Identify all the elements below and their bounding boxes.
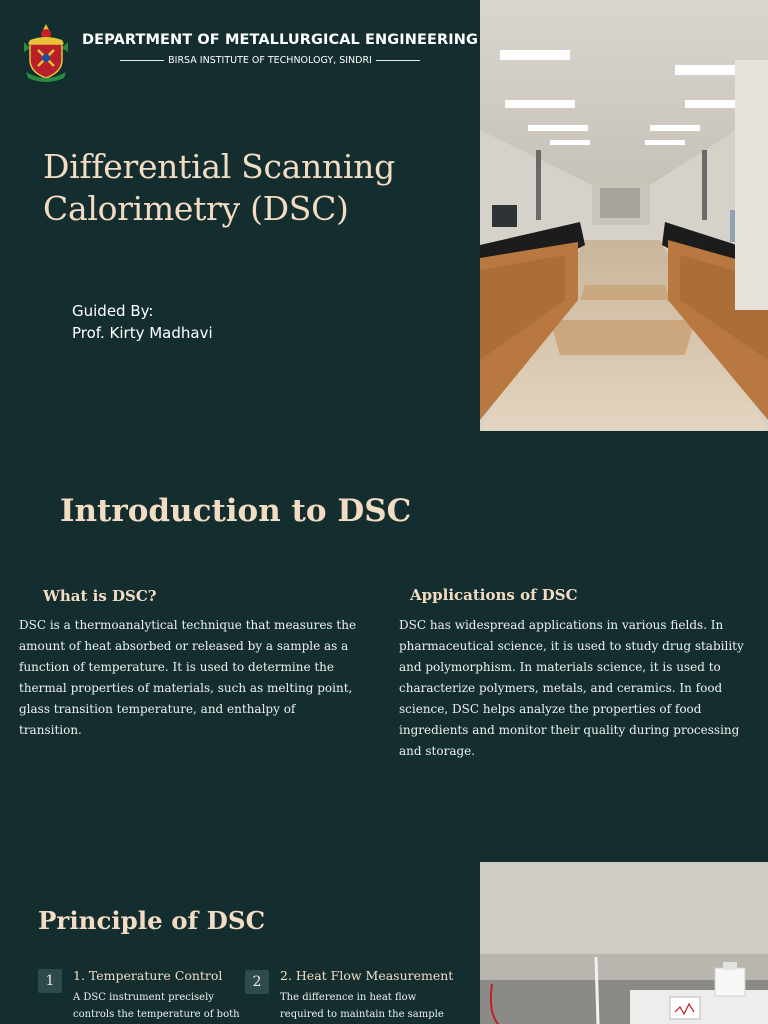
what-is-dsc-heading: What is DSC? — [43, 587, 157, 605]
what-is-dsc-text: DSC is a thermoanalytical technique that measures the amount of heat absorbed or released by a sample as a function of temperature. It is used to determine the thermal properties of materials, such as melting point, glass transition temperature, and enthalpy of transition. — [19, 618, 357, 737]
step-text-line: A DSC instrument precisely — [73, 992, 214, 1003]
title-slide — [0, 0, 768, 431]
guide-name: Prof. Kirty Madhavi — [72, 324, 213, 342]
dsc-instrument-photo — [480, 862, 768, 1024]
step-text — [280, 989, 450, 1023]
institute-row — [120, 53, 420, 67]
introduction-heading: Introduction to DSC — [60, 493, 412, 529]
principle-slide — [0, 862, 768, 1024]
applications-heading: Applications of DSC — [410, 586, 578, 604]
title-line-1: Differential Scanning — [43, 147, 395, 186]
step-number-badge: 1 — [38, 969, 62, 993]
guide-block — [72, 300, 213, 344]
step-text — [73, 989, 243, 1023]
title-line-2: Calorimetry (DSC) — [43, 189, 349, 228]
divider-line — [120, 60, 164, 61]
step-text-line: The difference in heat flow — [280, 992, 417, 1003]
college-crest-logo — [20, 22, 72, 84]
step-text-line: required to maintain the sample — [280, 1009, 444, 1020]
laboratory-photo — [480, 0, 768, 431]
divider-line — [376, 60, 420, 61]
guided-by-label: Guided By: — [72, 302, 154, 320]
presentation-title — [43, 146, 463, 230]
step-text-line: controls the temperature of both — [73, 1009, 240, 1020]
step-title: 1. Temperature Control — [73, 968, 223, 983]
institute-name: BIRSA INSTITUTE OF TECHNOLOGY, SINDRI — [168, 54, 372, 66]
step-number-badge: 2 — [245, 970, 269, 994]
applications-text: DSC has widespread applications in various fields. In pharmaceutical science, it is used to study drug stability and polymorphism. In materials science, it is used to characterize polymers, metals, and ceramics. In food science, DSC helps analyze the properties of food ingredients and monitor their quality during processing and storage. — [399, 618, 744, 758]
department-name: DEPARTMENT OF METALLURGICAL ENGINEERING — [82, 32, 479, 48]
step-title: 2. Heat Flow Measurement — [280, 968, 454, 983]
principle-heading: Principle of DSC — [38, 906, 266, 935]
introduction-slide — [0, 431, 768, 862]
